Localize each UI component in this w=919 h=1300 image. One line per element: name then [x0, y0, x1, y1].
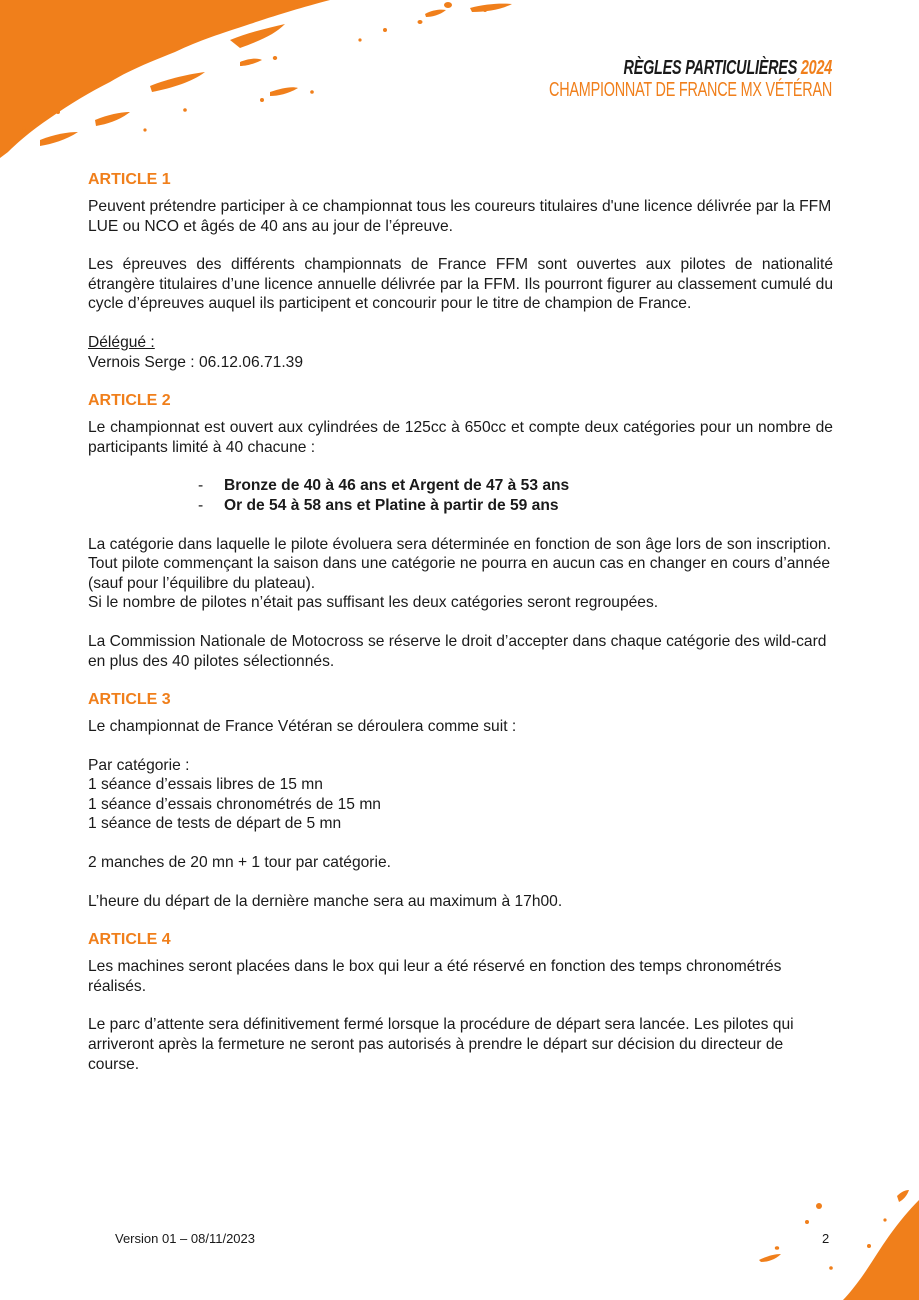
- article-2-paragraph-2c: Si le nombre de pilotes n’était pas suffisant les deux catégories seront regroupées.: [88, 594, 659, 612]
- delegate-label: Délégué :: [88, 333, 155, 351]
- article-2-paragraph-3: La Commission Nationale de Motocross se réserve le droit d’accepter dans chaque catégorie des wild-card en plus des 40 pilotes sélectionnés.: [88, 632, 827, 670]
- list-item: 1 séance de tests de départ de 5 mn: [88, 815, 342, 833]
- article-4-paragraph-1: Les machines seront placées dans le box qui leur a été réservé en fonction des temps chronométrés réalisés.: [88, 958, 782, 995]
- orange-splash-decoration: [0, 0, 530, 170]
- document-body: [88, 170, 833, 1093]
- list-item: 1 séance d’essais libres de 15 mn: [88, 776, 323, 794]
- article-3-last-race: L’heure du départ de la dernière manche sera au maximum à 17h00.: [88, 892, 563, 910]
- list-item: - Bronze de 40 à 46 ans et Argent de 47 à 53 ans: [198, 477, 570, 495]
- article-1-paragraph-2: Les épreuves des différents championnats de France FFM sont ouvertes aux pilotes de nationalité étrangère titulaires d’une licence annuelle délivrée par la FFM. Ils pourront figurer au classement cumulé du cycle d’épreuves auquel ils participent et concourir pour le titre de champion de France.: [88, 256, 833, 313]
- footer-version: Version 01 – 08/11/2023: [115, 1231, 255, 1246]
- list-item: 1 séance d’essais chronométrés de 15 mn: [88, 795, 381, 813]
- list-item: - Or de 54 à 58 ans et Platine à partir de 59 ans: [198, 496, 559, 514]
- delegate-value: Vernois Serge : 06.12.06.71.39: [88, 353, 304, 371]
- article-3-per-category: Par catégorie :: [88, 756, 190, 774]
- article-3-races: 2 manches de 20 mn + 1 tour par catégorie.: [88, 854, 391, 872]
- article-3-intro: Le championnat de France Vétéran se déroulera comme suit :: [88, 718, 517, 736]
- article-4-title: ARTICLE 4: [88, 931, 171, 949]
- header-title: RÈGLES PARTICULIÈRES 2024: [623, 57, 832, 79]
- header-year: 2024: [800, 57, 832, 79]
- header-subtitle: CHAMPIONNAT DE FRANCE MX VÉTÉRAN: [549, 79, 832, 101]
- article-4-paragraph-2: Le parc d’attente sera définitivement fermé lorsque la procédure de départ sera lancée. Les pilotes qui arriveront après la fermeture ne seront pas autorisés à prendre le départ sur décision du directeur de course.: [88, 1016, 794, 1073]
- category-list: [88, 476, 833, 515]
- article-3-title: ARTICLE 3: [88, 691, 171, 709]
- article-2-paragraph-2b: Tout pilote commençant la saison dans une catégorie ne pourra en aucun cas en changer en cours d’année (sauf pour l’équilibre du plateau).: [88, 555, 831, 592]
- page-number: 2: [822, 1231, 830, 1246]
- article-1-paragraph-1: Peuvent prétendre participer à ce championnat tous les coureurs titulaires d'une licence délivrée par la FFM LUE ou NCO et âgés de 40 ans au jour de l’épreuve.: [88, 198, 832, 235]
- article-2-title: ARTICLE 2: [88, 392, 171, 410]
- article-2-paragraph-2a: La catégorie dans laquelle le pilote évoluera sera déterminée en fonction de son âge lors de son inscription.: [88, 535, 831, 553]
- article-2-paragraph-1: Le championnat est ouvert aux cylindrées de 125cc à 650cc et compte deux catégories pour un nombre de participants limité à 40 chacune :: [88, 419, 833, 456]
- orange-splash-decoration-bottom: [749, 1190, 919, 1300]
- article-1-title: ARTICLE 1: [88, 171, 171, 188]
- document-header: [549, 57, 832, 101]
